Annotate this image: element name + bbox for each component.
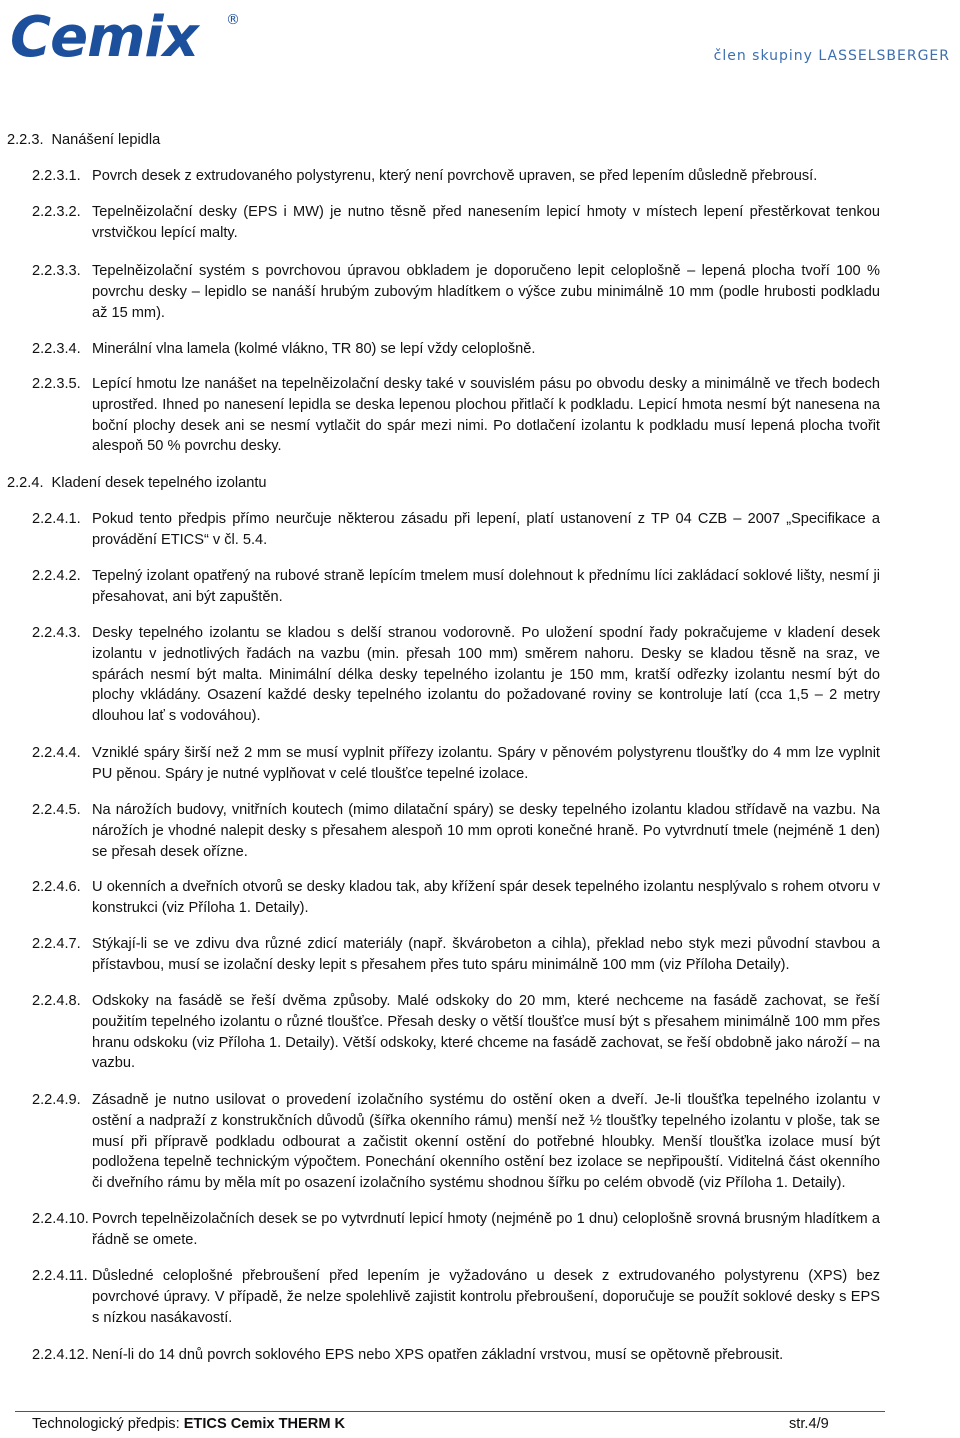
footer-doc-title: ETICS Cemix THERM K <box>183 1416 346 1432</box>
paragraph-number: 2.2.4.12. <box>32 1347 89 1363</box>
paragraph-text: Tepelněizolační desky (EPS i MW) je nutno těsně před nanesením lepicí hmoty v místech lepení přestěrkovat tenkou vrstvičkou lepící malty. <box>92 204 880 241</box>
paragraph-text: Odskoky na fasádě se řeší dvěma způsoby. Malé odskoky do 20 mm, které nechceme na fasádě zachovat, se řeší použitím tepelného izolantu o různé tloušťce. Přesah desky o větší tloušťce musí být s přesahem minimálně 100 mm přes hranu odskoku (viz Příloha 1. Detaily). Větší odskoky, které chceme na fasádě zachovat, se řeší obdobně jako nároží – na vazbu. <box>92 993 880 1072</box>
paragraph-item <box>32 202 880 244</box>
footer-label: Technologický předpis: <box>32 1416 180 1432</box>
paragraph-number: 2.2.4.10. <box>32 1211 89 1227</box>
paragraph-number: 2.2.3.4. <box>32 341 81 357</box>
paragraph-number: 2.2.3.3. <box>32 263 81 279</box>
paragraph-number: 2.2.4.6. <box>32 879 81 895</box>
paragraph-text: Tepelněizolační systém s povrchovou úpravou obkladem je doporučeno lepit celoplošně – lepená plocha tvoří 100 % povrchu desky – lepidlo se nanáší hrubým zubovým hladítkem o výšce zubu minimálně 10 mm (podle hrubosti podkladu až 15 mm). <box>92 263 880 321</box>
section-heading <box>7 130 160 151</box>
paragraph-item <box>32 374 880 457</box>
paragraph-item <box>32 1090 880 1194</box>
paragraph-text: Povrch desek z extrudovaného polystyrenu, který není povrchově upraven, se před lepením důsledně přebrousí. <box>92 168 818 184</box>
paragraph-item <box>32 566 880 608</box>
heading-number: 2.2.3. <box>7 132 44 148</box>
footer-divider <box>15 1411 885 1412</box>
paragraph-number: 2.2.4.3. <box>32 625 81 641</box>
paragraph-text: Není-li do 14 dnů povrch soklového EPS nebo XPS opatřen základní vrstvou, musí se opětovně přebrousit. <box>92 1347 784 1363</box>
paragraph-number: 2.2.4.8. <box>32 993 81 1009</box>
registered-mark: ® <box>226 12 240 28</box>
paragraph-text: Vzniklé spáry širší než 2 mm se musí vyplnit přířezy izolantu. Spáry v pěnovém polystyrenu tloušťky do 4 mm lze vyplnit PU pěnou. Spáry je nutné vyplňovat v celé tloušťce tepelné izolace. <box>92 745 880 782</box>
paragraph-text: Pokud tento předpis přímo neurčuje některou zásadu při lepení, platí ustanovení z TP 04 CZB – 2007 „Specifikace a provádění ETICS“ v čl. 5.4. <box>92 511 880 548</box>
paragraph-item <box>32 1266 880 1328</box>
paragraph-item <box>32 743 880 785</box>
paragraph-item <box>32 800 880 862</box>
paragraph-number: 2.2.4.11. <box>32 1268 88 1284</box>
paragraph-item <box>32 934 880 976</box>
paragraph-item <box>32 991 880 1074</box>
paragraph-text: Důsledné celoplošné přebroušení před lepením je vyžadováno u desek z extrudovaného polystyrenu (XPS) bez povrchové úpravy. V případě, že nelze spolehlivě zajistit kontrolu přebroušení, doporučuje se použít soklové desky s EPS s nízkou nasákavostí. <box>92 1268 880 1326</box>
paragraph-item <box>32 339 880 360</box>
paragraph-number: 2.2.4.2. <box>32 568 81 584</box>
paragraph-text: Tepelný izolant opatřený na rubové straně lepícím tmelem musí dolehnout k přednímu líci zakládací soklové lišty, nesmí ji přesahovat, ani být zapuštěn. <box>92 568 880 605</box>
paragraph-item <box>32 509 880 551</box>
paragraph-item <box>32 1345 880 1366</box>
paragraph-item <box>32 261 880 323</box>
paragraph-text: Na nárožích budovy, vnitřních koutech (mimo dilatační spáry) se desky tepelného izolantu kladou střídavě na vazbu. Na nárožích je vhodné nalepit desky s přesahem alespoň 10 mm oproti konečné hraně. Po vytvrdnutí tmele (nejméně 1 den) se přesah desek ořízne. <box>92 802 880 860</box>
paragraph-item <box>32 166 880 187</box>
paragraph-text: Povrch tepelněizolačních desek se po vytvrdnutí lepicí hmoty (nejméně po 1 dnu) celoplošně srovná brusným hladítkem a řádně se omete. <box>92 1211 880 1248</box>
paragraph-number: 2.2.4.7. <box>32 936 81 952</box>
paragraph-number: 2.2.4.5. <box>32 802 81 818</box>
heading-text: Kladení desek tepelného izolantu <box>51 475 267 491</box>
paragraph-text: U okenních a dveřních otvorů se desky kladou tak, aby křížení spár desek tepelného izolantu nesplývalo s rohem otvoru v konstrukci (viz Příloha 1. Detaily). <box>92 879 880 916</box>
paragraph-item <box>32 877 880 919</box>
cemix-logo: Cemix <box>10 5 198 70</box>
paragraph-number: 2.2.3.2. <box>32 204 81 220</box>
paragraph-text: Zásadně je nutno usilovat o provedení izolačního systému do ostění oken a dveří. Je-li tloušťka tepelného izolantu v ostění a nadpraží z konstrukčních důvodů (šířka okenního rámu) menší než ½ tloušťky tepelného izolantu v ploše, tak se musí při přípravě podkladu odbourat a začistit okenní ostění do potřebné hloubky. Menší tloušťka izolace musí být podložena tepelně technickým výpočtem. Ponechání okenního ostění bez izolace se nepřipouští. Viditelná část okenního či dveřního rámu by měla mít po osazení izolačního systému shodnou šířku po celém obvodě (viz Příloha 1. Detaily). <box>92 1092 880 1192</box>
paragraph-number: 2.2.4.4. <box>32 745 81 761</box>
paragraph-text: Lepící hmotu lze nanášet na tepelněizolační desky také v souvislém pásu po obvodu desky a minimálně ve třech bodech uprostřed. Ihned po nanesení lepidla se deska lepenou plochou přitlačí k podkladu. Lepicí hmota nesmí být nanesena na boční plochy desek ani se nesmí vytlačit do spár mezi nimi. Po dotlačení izolantu k podkladu musí lepená plocha tvořit alespoň 50 % povrchu desky. <box>92 376 880 455</box>
heading-number: 2.2.4. <box>7 475 44 491</box>
paragraph-number: 2.2.3.1. <box>32 168 81 184</box>
paragraph-item <box>32 1209 880 1251</box>
paragraph-text: Minerální vlna lamela (kolmé vlákno, TR 80) se lepí vždy celoplošně. <box>92 341 536 357</box>
paragraph-text: Desky tepelného izolantu se kladou s delší stranou vodorovně. Po uložení spodní řady pokračujeme v kladení desek izolantu v jednotlivých řadách na vazbu (min. přesah 100 mm) směrem nahoru. Desky se kladou těsně na sraz, ve spárách nesmí být malta. Minimální délka desky tepelného izolantu je 150 mm, kratší odřezky izolantu nesmí být do plochy vkládány. Osazení každé desky tepelného izolantu do požadované roviny se kontroluje latí (cca 1,5 – 2 metry dlouhou lať s vodováhou). <box>92 625 880 725</box>
section-heading <box>7 473 267 494</box>
heading-text: Nanášení lepidla <box>51 132 161 148</box>
paragraph-number: 2.2.3.5. <box>32 376 81 392</box>
footer-page-number: str.4/9 <box>789 1416 829 1432</box>
company-tagline: člen skupiny LASSELSBERGER <box>713 48 950 64</box>
paragraph-text: Stýkají-li se ve zdivu dva různé zdicí materiály (např. škvárobeton a cihla), překlad nebo styk mezi původní stavbou a přístavbou, musí se izolační desky lepit s přesahem přes tuto spáru minimálně 100 mm (viz Příloha Detaily). <box>92 936 880 973</box>
paragraph-number: 2.2.4.9. <box>32 1092 81 1108</box>
paragraph-number: 2.2.4.1. <box>32 511 81 527</box>
paragraph-item <box>32 623 880 727</box>
footer-document-title <box>32 1416 345 1432</box>
